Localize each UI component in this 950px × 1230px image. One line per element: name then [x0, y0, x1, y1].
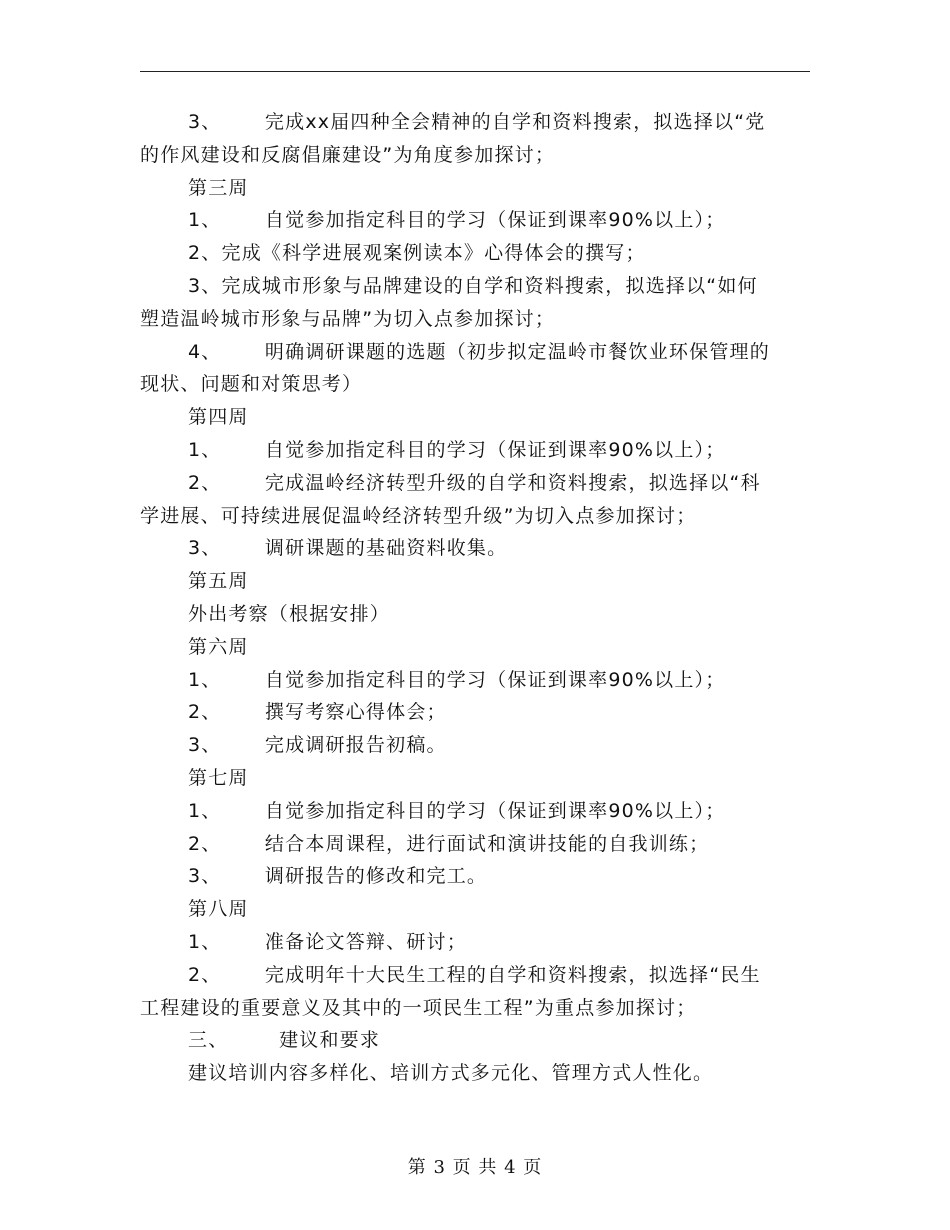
header-rule — [140, 71, 810, 72]
paragraph-line: 1、 自觉参加指定科目的学习（保证到课率90%以上）； — [188, 209, 726, 232]
paragraph-line: 现状、问题和对策思考） — [140, 373, 363, 396]
paragraph-line: 2、 结合本周课程，进行面试和演讲技能的自我训练； — [188, 832, 710, 855]
paragraph-line: 学进展、可持续进展促温岭经济转型升级”为切入点参加探讨； — [140, 504, 697, 527]
paragraph-line: 1、 自觉参加指定科目的学习（保证到课率90%以上）； — [188, 438, 726, 461]
paragraph-line: 3、 调研课题的基础资料收集。 — [188, 537, 508, 560]
paragraph-line: 2、完成《科学进展观案例读本》心得体会的撰写； — [188, 242, 646, 265]
paragraph-line: 第五周 — [188, 570, 249, 593]
paragraph-line: 3、 调研报告的修改和完工。 — [188, 865, 488, 888]
paragraph-line: 1、 准备论文答辩、研讨； — [188, 930, 467, 953]
paragraph-line: 1、 自觉参加指定科目的学习（保证到课率90%以上）； — [188, 668, 726, 691]
paragraph-line: 第七周 — [188, 766, 249, 789]
paragraph-line: 1、 自觉参加指定科目的学习（保证到课率90%以上）； — [188, 799, 726, 822]
paragraph-line: 外出考察（根据安排） — [188, 602, 391, 625]
paragraph-line: 三、 建议和要求 — [188, 1029, 381, 1052]
paragraph-line: 3、完成城市形象与品牌建设的自学和资料搜索，拟选择以“如何 — [188, 274, 758, 297]
paragraph-line: 第三周 — [188, 176, 249, 199]
paragraph-line: 工程建设的重要意义及其中的一项民生工程”为重点参加探讨； — [140, 996, 697, 1019]
paragraph-line: 建议培训内容多样化、培训方式多元化、管理方式人性化。 — [188, 1062, 714, 1085]
paragraph-line: 第八周 — [188, 898, 249, 921]
page-footer: 第 3 页 共 4 页 — [407, 1157, 543, 1178]
paragraph-line: 第六周 — [188, 635, 249, 658]
paragraph-line: 第四周 — [188, 406, 249, 429]
paragraph-line: 3、 完成调研报告初稿。 — [188, 734, 447, 757]
document-body — [140, 106, 812, 1090]
paragraph-line: 塑造温岭城市形象与品牌”为切入点参加探讨； — [140, 307, 556, 330]
paragraph-line: 的作风建设和反腐倡廉建设”为角度参加探讨； — [140, 143, 556, 166]
paragraph-line: 4、 明确调研课题的选题（初步拟定温岭市餐饮业环保管理的 — [188, 340, 770, 363]
paragraph-line: 2、 完成温岭经济转型升级的自学和资料搜索，拟选择以“科 — [188, 471, 761, 494]
paragraph-line: 3、 完成xx届四种全会精神的自学和资料搜索，拟选择以“党 — [188, 111, 766, 133]
paragraph-line: 2、 完成明年十大民生工程的自学和资料搜索，拟选择“民生 — [188, 963, 761, 986]
paragraph-line: 2、 撰写考察心得体会； — [188, 701, 447, 724]
